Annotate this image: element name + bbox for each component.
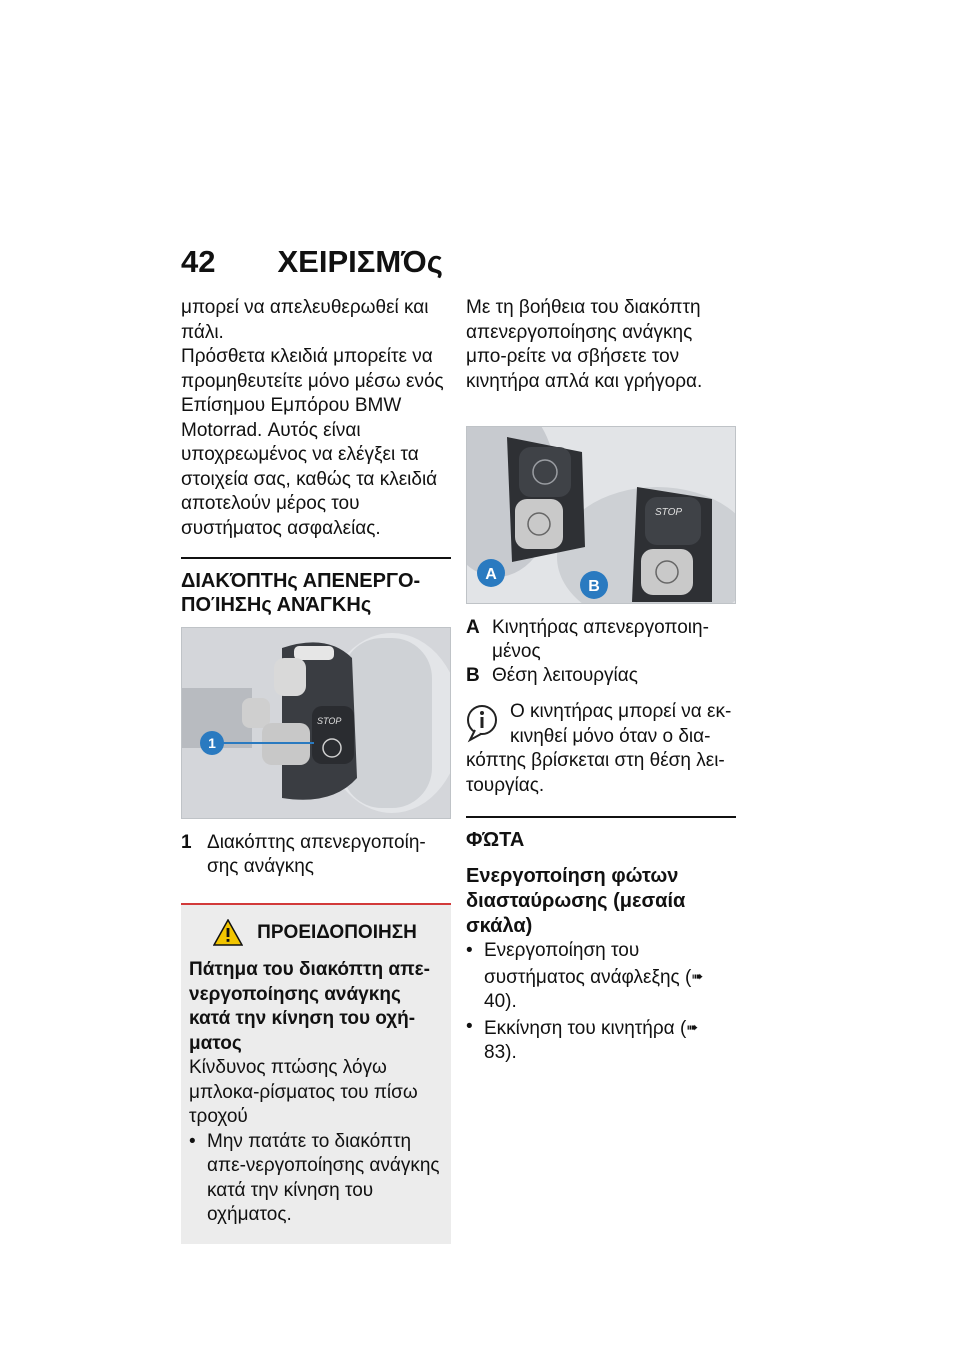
legend <box>466 616 736 688</box>
warning-description: Κίνδυνος πτώσης λόγω μπλοκα-ρίσματος του πίσω τροχού <box>189 1057 418 1127</box>
warning-box <box>181 903 451 1244</box>
warning-triangle-icon <box>213 919 243 946</box>
legend-item: 1 Διακόπτης απενεργοποίη-σης ανάγκης <box>181 832 426 877</box>
switch-positions-illustration <box>467 427 735 603</box>
page-header <box>181 244 505 280</box>
subsection-title-low-beam: Ενεργοποίηση φώτων διασταύρωσης (μεσαία σκάλα) <box>466 865 686 937</box>
stop-label: STOP <box>655 507 683 518</box>
page-number: 42 <box>181 244 216 279</box>
callout-number-1: 1 <box>208 735 216 751</box>
step-bullet: • Εκκίνηση του κινητήρα (➠ 83). <box>466 1015 698 1063</box>
page-reference-arrow-icon: ➠ <box>691 967 704 984</box>
callout-letter-a: A <box>485 566 497 583</box>
intro-text: Με τη βοήθεια του διακόπτη απενεργοποίησης ανάγκης μπο-ρείτε να σβήσετε τον κινητήρα απλά και γρήγορα. <box>466 297 703 392</box>
left-column <box>181 296 451 1244</box>
warning-title: Πάτημα του διακόπτη απε-νεργοποίησης ανάγκης κατά την κίνηση του οχή-ματος <box>189 959 430 1054</box>
intro-text: μπορεί να απελευθερωθεί και πάλι. <box>181 297 429 343</box>
page-reference-arrow-icon: ➠ <box>686 1018 698 1035</box>
chapter-title: ΧΕΙΡΙΣΜΌς <box>277 244 443 279</box>
callout-letter-b: B <box>588 578 600 595</box>
section-divider <box>181 557 451 559</box>
section-divider <box>466 816 736 818</box>
warning-bullet: • Μην πατάτε το διακόπτη απε-νεργοποίησης ανάγκης κατά την κίνηση του οχήματος. <box>189 1130 440 1225</box>
legend-item: A Κινητήρας απενεργοποιη-μένος <box>466 617 709 662</box>
section-title-emergency-switch: ΔΙΑΚΌΠΤΗς ΑΠΕΝΕΡΓΟ- ΠΟΊΗΣΗς ΑΝΆΓΚΗς <box>181 570 421 616</box>
handlebar-switch-illustration <box>182 628 450 818</box>
keys-paragraph: Πρόσθετα κλειδιά μπορείτε να προμηθευτείτε μόνο μέσω ενός Επίσημου Εμπόρου BMW Motorrad. Αυτός είναι υποχρεωμένος να ελέγξει τα στοιχεία σας, καθώς τα κλειδιά αποτελούν μέρος του συστήματος ασφαλείας. <box>181 346 444 539</box>
figure-switch-positions <box>466 426 736 604</box>
warning-label: ΠΡΟΕΙΔΟΠΟΙΗΣΗ <box>257 921 417 943</box>
figure-emergency-switch <box>181 627 451 819</box>
step-bullet: • Ενεργοποίηση του συστήματος ανάφλεξης (➠ 40). <box>466 940 704 1012</box>
section-title-lights: ΦΏΤΑ <box>466 829 525 851</box>
right-column <box>466 296 736 1066</box>
page-reference[interactable]: 83 <box>484 1042 506 1063</box>
warning-header <box>189 919 441 946</box>
legend-item: B Θέση λειτουργίας <box>466 665 638 686</box>
info-icon <box>466 704 500 744</box>
stop-label: STOP <box>317 716 342 726</box>
info-note: Ο κινητήρας μπορεί να εκ-κινηθεί μόνο όταν ο δια-κόπτης βρίσκεται στη θέση λει-τουργίας. <box>466 701 732 796</box>
page-reference[interactable]: 40 <box>484 991 506 1012</box>
